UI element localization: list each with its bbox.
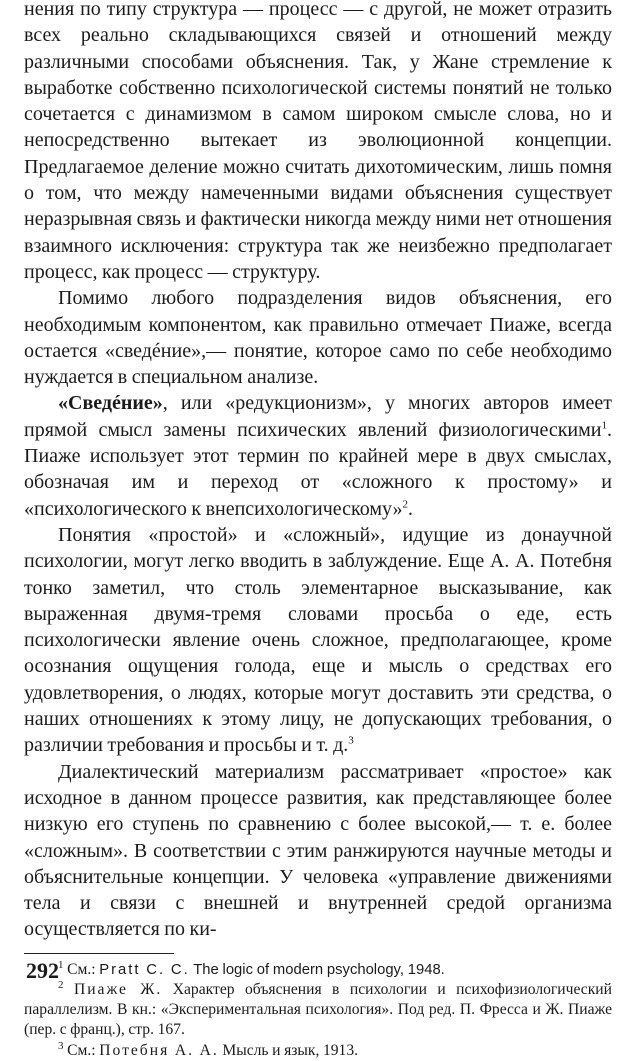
paragraph-3-text-c: .	[408, 497, 414, 520]
paragraph-2: Помимо любого подразделения видов объяснения, его необходимым компонентом, как правильно отмечает Пиаже, всегда остается «сведéние»,— понятие, которое само по себе необходимо нуждается в специальном анализе.	[24, 287, 612, 389]
paragraph-3-text-b: . Пиаже использует этот термин по крайней мере в двух смыслах, обозначая им и переход от «сложного к простому» и «психологического к внепсихологическому»	[24, 418, 612, 520]
footnote-mark-2: 2	[58, 978, 64, 991]
footnote-ref-1: 1	[601, 419, 607, 432]
footnote-divider	[24, 953, 174, 954]
footnote-1-author: Pratt C. C.	[99, 961, 190, 978]
footnote-mark-3: 3	[58, 1039, 64, 1052]
footnote-2-author: Пиаже Ж.	[73, 980, 163, 998]
paragraph-4	[24, 522, 612, 759]
footnote-2-text: Характер объяснения в психологии и психофизиологический параллелизм. В кн.: «Экспериментальная психология». Под ред. П. Фресса и Ж. Пиаже (пер. с франц.), стр. 167.	[24, 980, 612, 1039]
footnote-3-author: Потебня А. А.	[99, 1041, 219, 1059]
footnote-ref-3: 3	[348, 734, 354, 747]
paragraph-5: Диалектический материализм рассматривает «простое» как исходное в данном процессе развития, как представляющее более низкую его ступень по сравнению с более высокой,— т. е. более «сложным». В соответствии с этим ранжируются научные методы и объяснительные концепции. У человека «управление движениями тела и связи с внешней и внутренней средой организма осуществляется по ки-	[24, 760, 612, 941]
paragraph-4-text: Понятия «простой» и «сложный», идущие из донаучной психологии, могут легко вводить в заблуждение. Еще А. А. Потебня тонко заметил, что столь элементарное высказывание, как выраженная двумя-тремя словами просьба о еде, есть психологически явление очень сложное, предполагающее, кроме осознания ощущения голода, еще и мысль о средствах его удовлетворения, о людях, которые могут доставить эти средства, о наших отношениях к этому лицу, не допускающих требования, о различии требования и просьбы и т. д.	[24, 523, 612, 757]
paragraph-1: нения по типу структура — процесс — с другой, не может отразить всех реально складывающихся связей и отношений между различными способами объяснения. Так, у Жане стремление к выработке собственно психологической системы понятий не только сочетается с динамизмом в самом широком смысле слова, но и непосредственно вытекает из эволюционной концепции. Предлагаемое деление можно считать дихотомическим, лишь помня о том, что между намеченными видами объяснения существует неразрывная связь и фактически никогда между ними нет отношения взаимного исключения: структура так же неизбежно предполагает процесс, как процесс — структуру.	[24, 0, 612, 283]
footnote-mark-1: 1	[58, 958, 64, 971]
footnote-ref-2: 2	[402, 497, 409, 510]
footnote-1	[24, 960, 612, 980]
term-svedenie: «Сведéние»	[58, 392, 163, 415]
footnote-2	[24, 980, 612, 1041]
footnote-1-prefix: См.:	[67, 960, 100, 978]
page-number: 292	[26, 958, 59, 983]
paragraph-3-text-a: , или «редукционизм», у многих авторов имеет прямой смысл замены психических явлений физиологическими	[24, 392, 612, 441]
footnote-3	[24, 1041, 612, 1061]
footnote-3-title: Мысль и язык, 1913.	[218, 1041, 359, 1059]
footnote-1-title: The logic of modern psychology, 1948.	[189, 961, 445, 978]
footnote-3-prefix: См.:	[67, 1041, 100, 1059]
page-body	[24, 0, 612, 1061]
paragraph-3	[24, 390, 612, 521]
